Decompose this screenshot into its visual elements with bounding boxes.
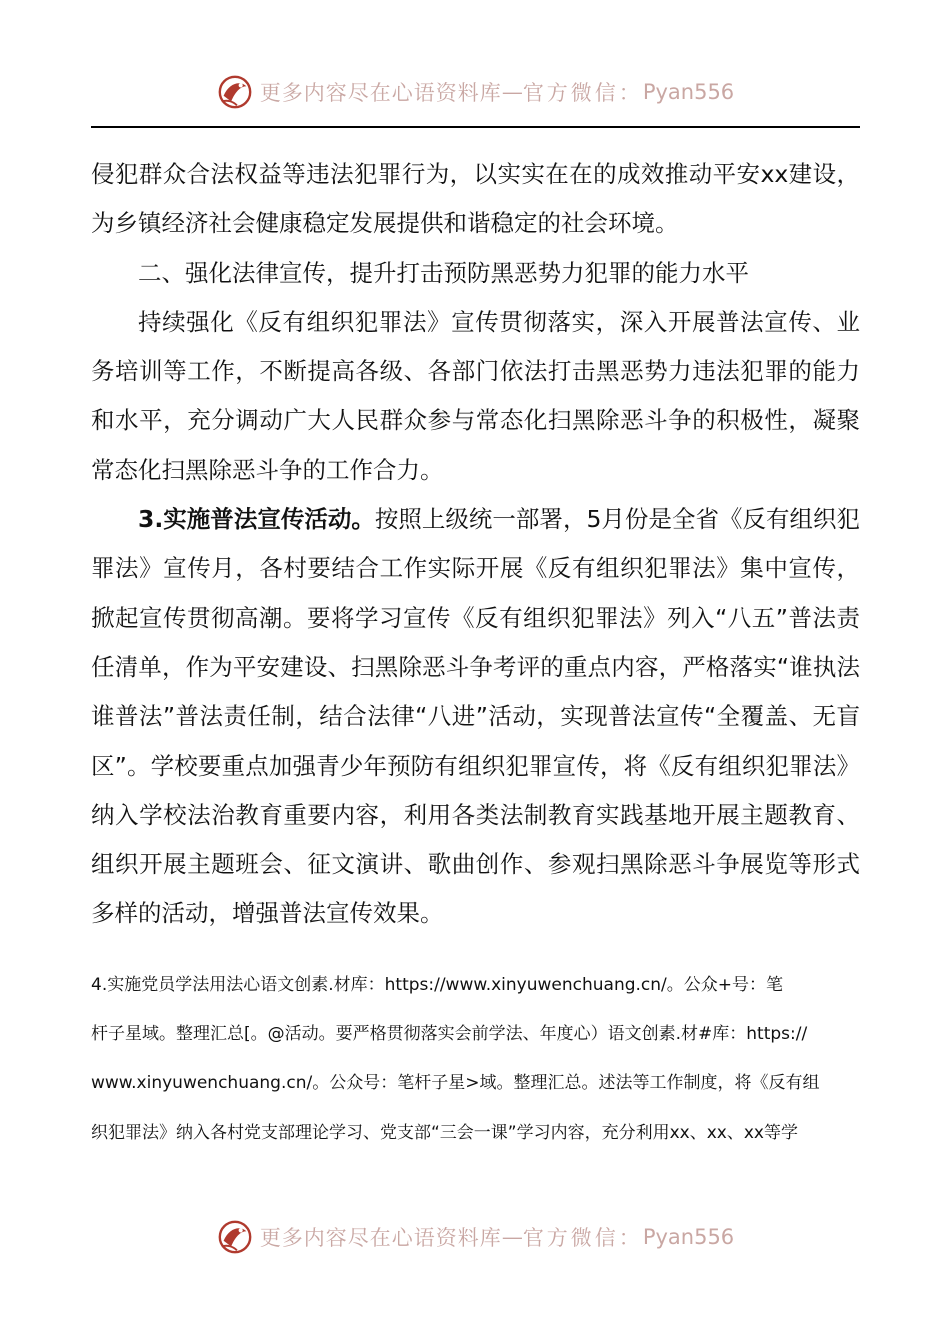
brand-logo-icon xyxy=(216,1218,254,1256)
banner-wechat-id: Pyan556 xyxy=(642,1225,735,1249)
paragraph-continuation: 侵犯群众合法权益等违法犯罪行为，以实实在在的成效推动平安xx建设，为乡镇经济社会健康稳定发展提供和谐稳定的社会环境。 xyxy=(91,160,860,238)
brand-logo-icon xyxy=(216,73,254,111)
small-text-line: 4.实施党员学法用法心语文创素.材库：https://www.xinyuwenchuang.cn/。公众+号：笔 xyxy=(91,974,784,995)
header-divider xyxy=(91,126,860,128)
document-body xyxy=(91,150,860,1158)
banner-wechat-label: 官方微信： xyxy=(522,1226,643,1250)
section-heading: 二、强化法律宣传，提升打击预防黑恶势力犯罪的能力水平 xyxy=(138,258,749,287)
item-3-text: 按照上级统一部署，5月份是全省《反有组织犯罪法》宣传月，各村要结合工作实际开展《反有组织犯罪法》集中宣传，掀起宣传贯彻高潮。要将学习宣传《反有组织犯罪法》列入“八五”普法责任清单，作为平安建设、扫黑除恶斗争考评的重点内容，严格落实“谁执法谁普法”普法责任制，结合法律“八进”活动，实现普法宣传“全覆盖、无盲区”。学校要重点加强青少年预防有组织犯罪宣传，将《反有组织犯罪法》纳入学校法治教育重要内容，利用各类法制教育实践基地开展主题教育、组织开展主题班会、征文演讲、歌曲创作、参观扫黑除恶斗争展览等形式多样的活动，增强普法宣传效果。 xyxy=(91,505,861,928)
banner-title: 更多内容尽在心语资料库 xyxy=(259,81,502,105)
small-text-line: 织犯罪法》纳入各村党支部理论学习、党支部“三会一课”学习内容，充分利用xx、xx、xx等学 xyxy=(91,1122,798,1143)
paragraph-item-3 xyxy=(91,495,860,939)
banner-title: 更多内容尽在心语资料库 xyxy=(259,1226,502,1250)
small-text-line: 杆子星域。整理汇总[。@活动。要严格贯彻落实会前学法、年度心）语文创素.材#库：https:// xyxy=(91,1024,808,1045)
banner-wechat-id: Pyan556 xyxy=(642,80,735,104)
banner-dash: — xyxy=(501,1225,523,1249)
paragraph-section-intro: 持续强化《反有组织犯罪法》宣传贯彻落实，深入开展普法宣传、业务培训等工作，不断提高各级、各部门依法打击黑恶势力违法犯罪的能力和水平，充分调动广大人民群众参与常态化扫黑除恶斗争的积极性，凝聚常态化扫黑除恶斗争的工作合力。 xyxy=(91,307,860,484)
small-text-line: www.xinyuwenchuang.cn/。公众号：笔杆子星>域。整理汇总。述法等工作制度，将《反有组 xyxy=(91,1073,820,1094)
header-banner xyxy=(0,70,950,114)
small-text-block xyxy=(91,961,860,1158)
banner-wechat-label: 官方微信： xyxy=(522,81,643,105)
banner-dash: — xyxy=(501,80,523,104)
footer-banner xyxy=(0,1215,950,1259)
item-3-lead: 3.实施普法宣传活动。 xyxy=(138,505,375,534)
